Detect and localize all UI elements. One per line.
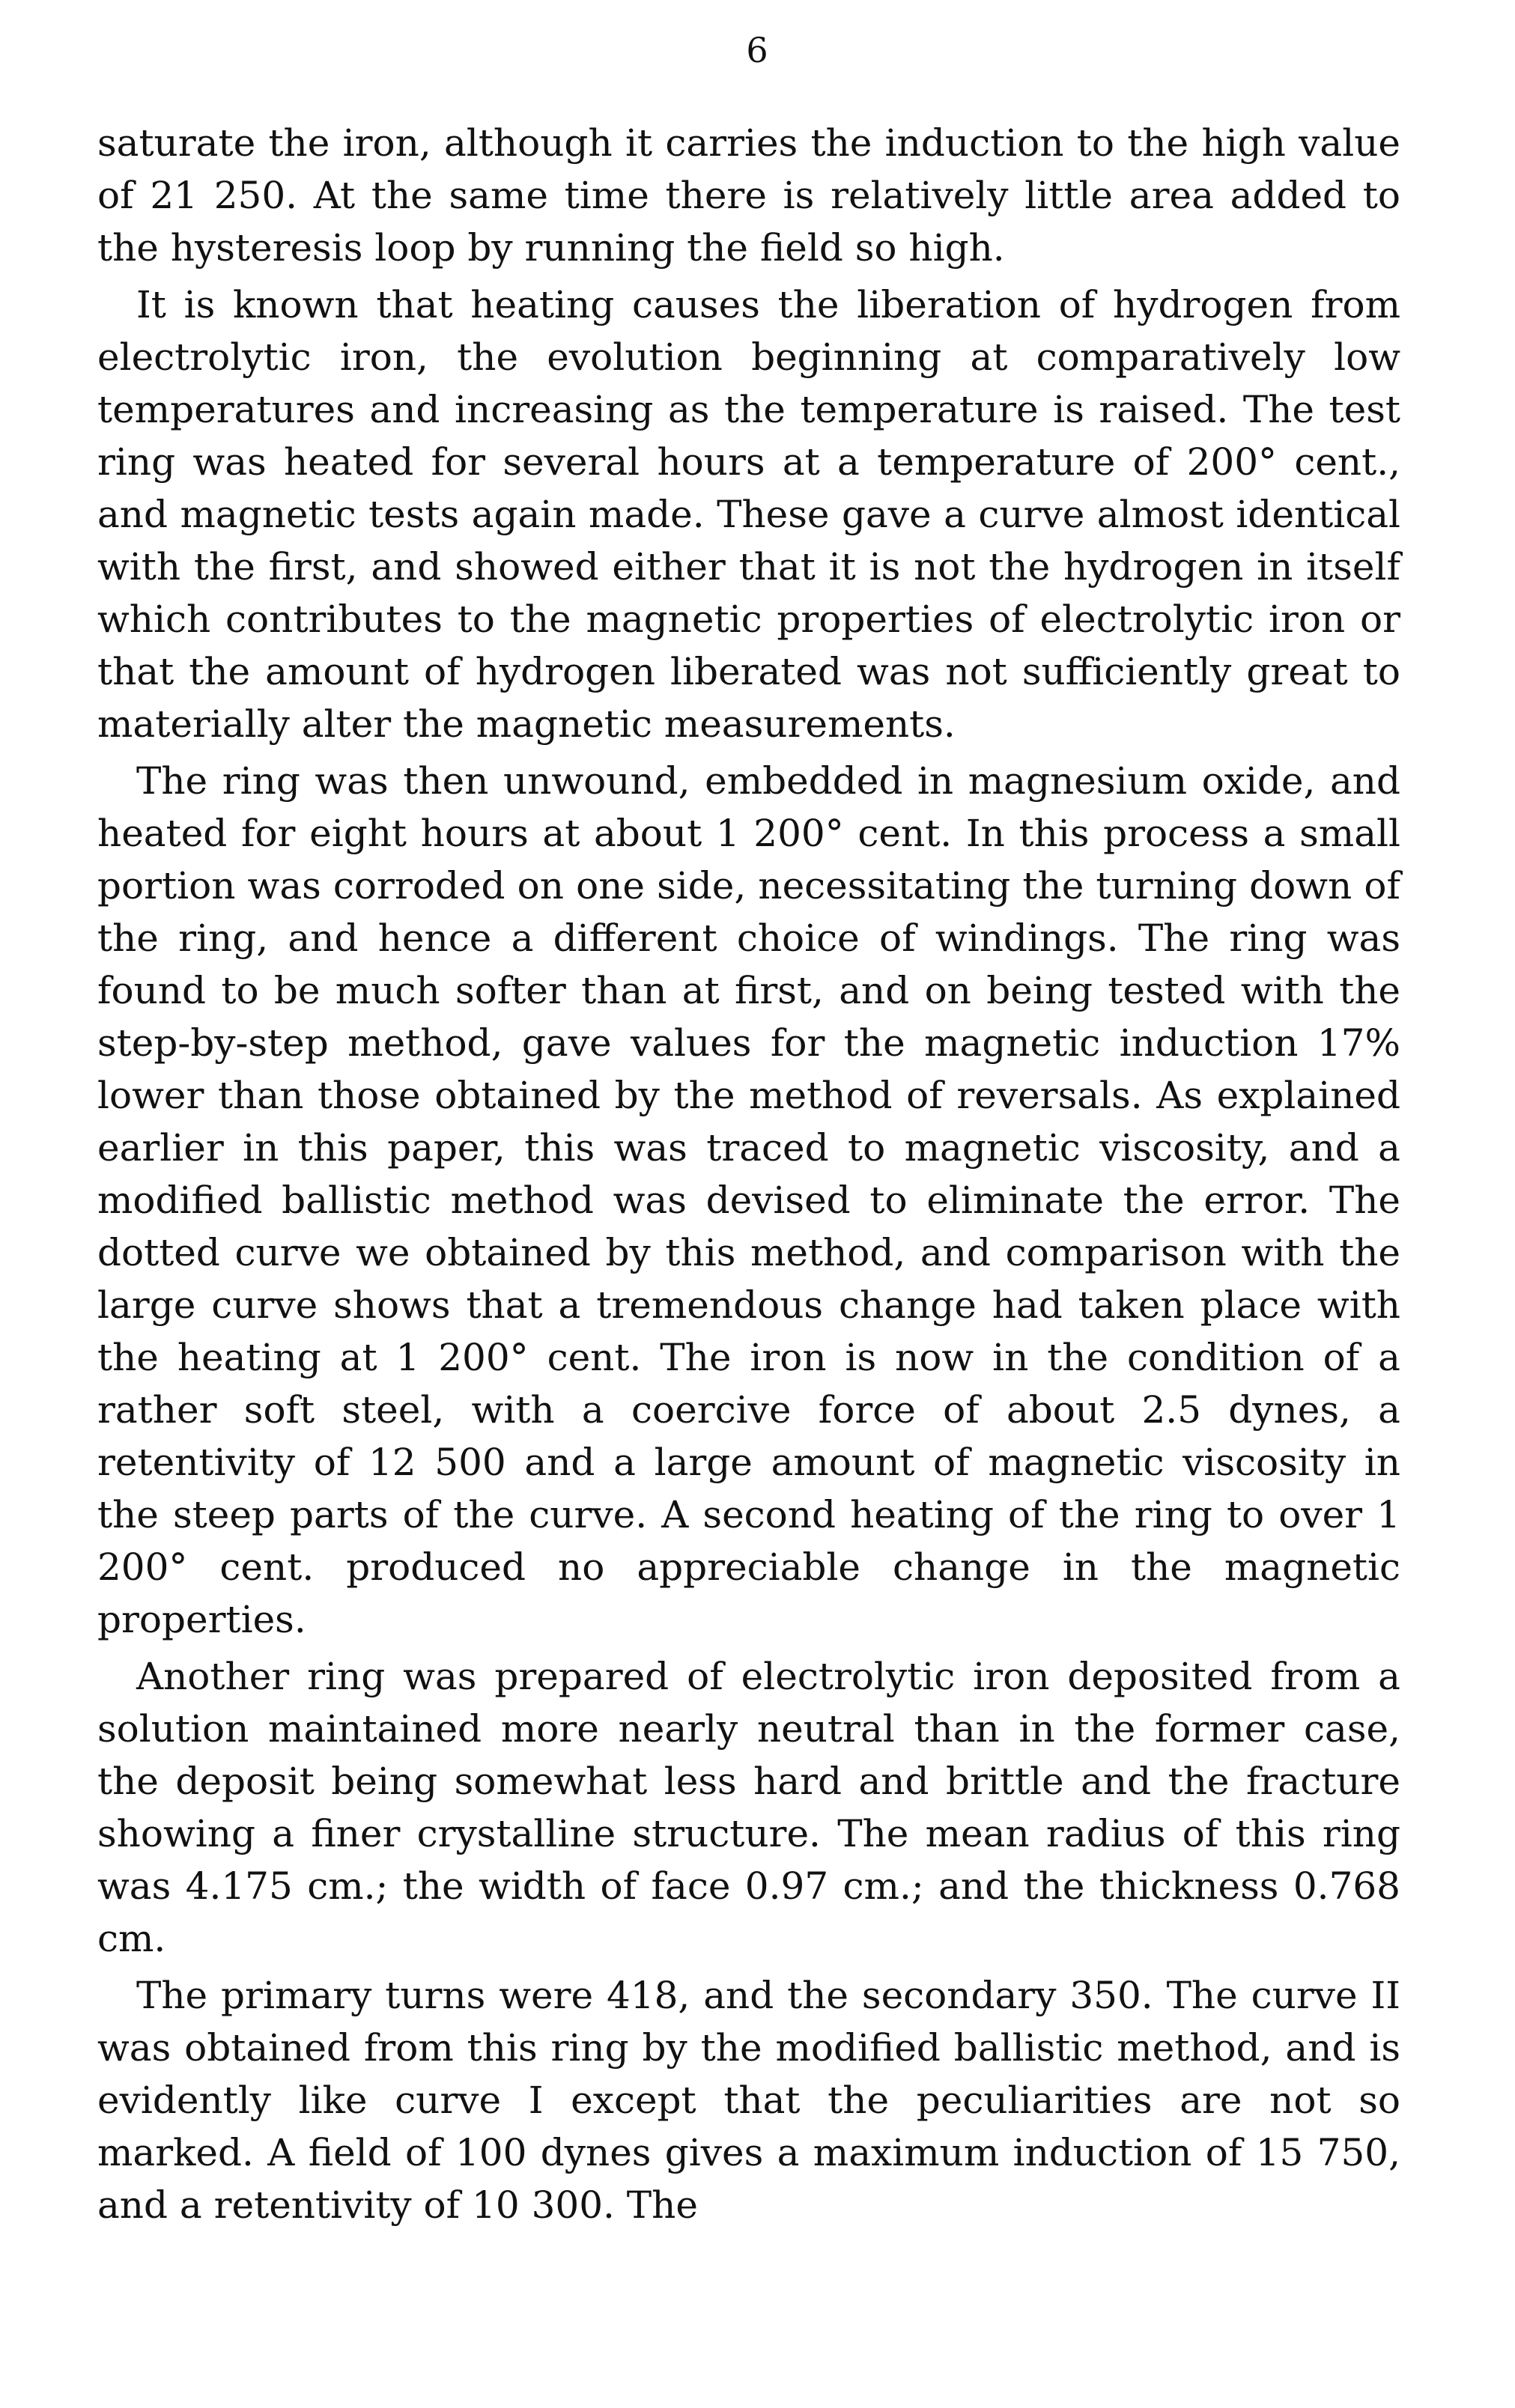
paragraph-continued: saturate the iron, although it carries the induction to the high value of 21 250. At the same time there is relatively little area added to the hysteresis loop by running the field so high. [97,121,1400,270]
body-text [97,117,1400,2231]
page-number: 6 [746,30,769,70]
paragraph-primary-turns: The primary turns were 418, and the secondary 350. The curve II was obtained from this ring by the modified ballistic method, and is evidently like curve I except that the peculiarities are not so marked. A field of 100 dynes gives a maximum induction of 15 750, and a retentivity of 10 300. The [97,1974,1400,2227]
paragraph-ring-unwound: The ring was then unwound, embedded in magnesium oxide, and heated for eight hours at about 1 200° cent. In this process a small portion was corroded on one side, necessitating the turning down of the ring, and hence a different choice of windings. The ring was found to be much softer than at first, and on being tested with the step-by-step method, gave values for the magnetic induction 17% lower than those obtained by the method of reversals. As explained earlier in this paper, this was traced to magnetic viscosity, and a modified ballistic method was devised to eliminate the error. The dotted curve we obtained by this method, and comparison with the large curve shows that a tremendous change had taken place with the heating at 1 200° cent. The iron is now in the condition of a rather soft steel, with a coercive force of about 2.5 dynes, a retentivity of 12 500 and a large amount of magnetic viscosity in the steep parts of the curve. A second heating of the ring to over 1 200° cent. produced no appreciable change in the magnetic properties. [97,759,1400,1641]
paragraph-heating-hydrogen: It is known that heating causes the liberation of hydrogen from electrolytic iron, the evolution beginning at comparatively low temperatures and increasing as the temperature is raised. The test ring was heated for several hours at a temperature of 200° cent., and magnetic tests again made. These gave a curve almost identical with the first, and showed either that it is not the hydrogen in itself which contributes to the magnetic properties of electrolytic iron or that the amount of hydrogen liberated was not sufficiently great to materially alter the magnetic measurements. [97,283,1400,746]
paragraph-another-ring: Another ring was prepared of electrolytic iron deposited from a solution maintained more nearly neutral than in the former case, the deposit being somewhat less hard and brittle and the fracture showing a finer crystalline structure. The mean radius of this ring was 4.175 cm.; the width of face 0.97 cm.; and the thickness 0.768 cm. [97,1655,1400,1960]
